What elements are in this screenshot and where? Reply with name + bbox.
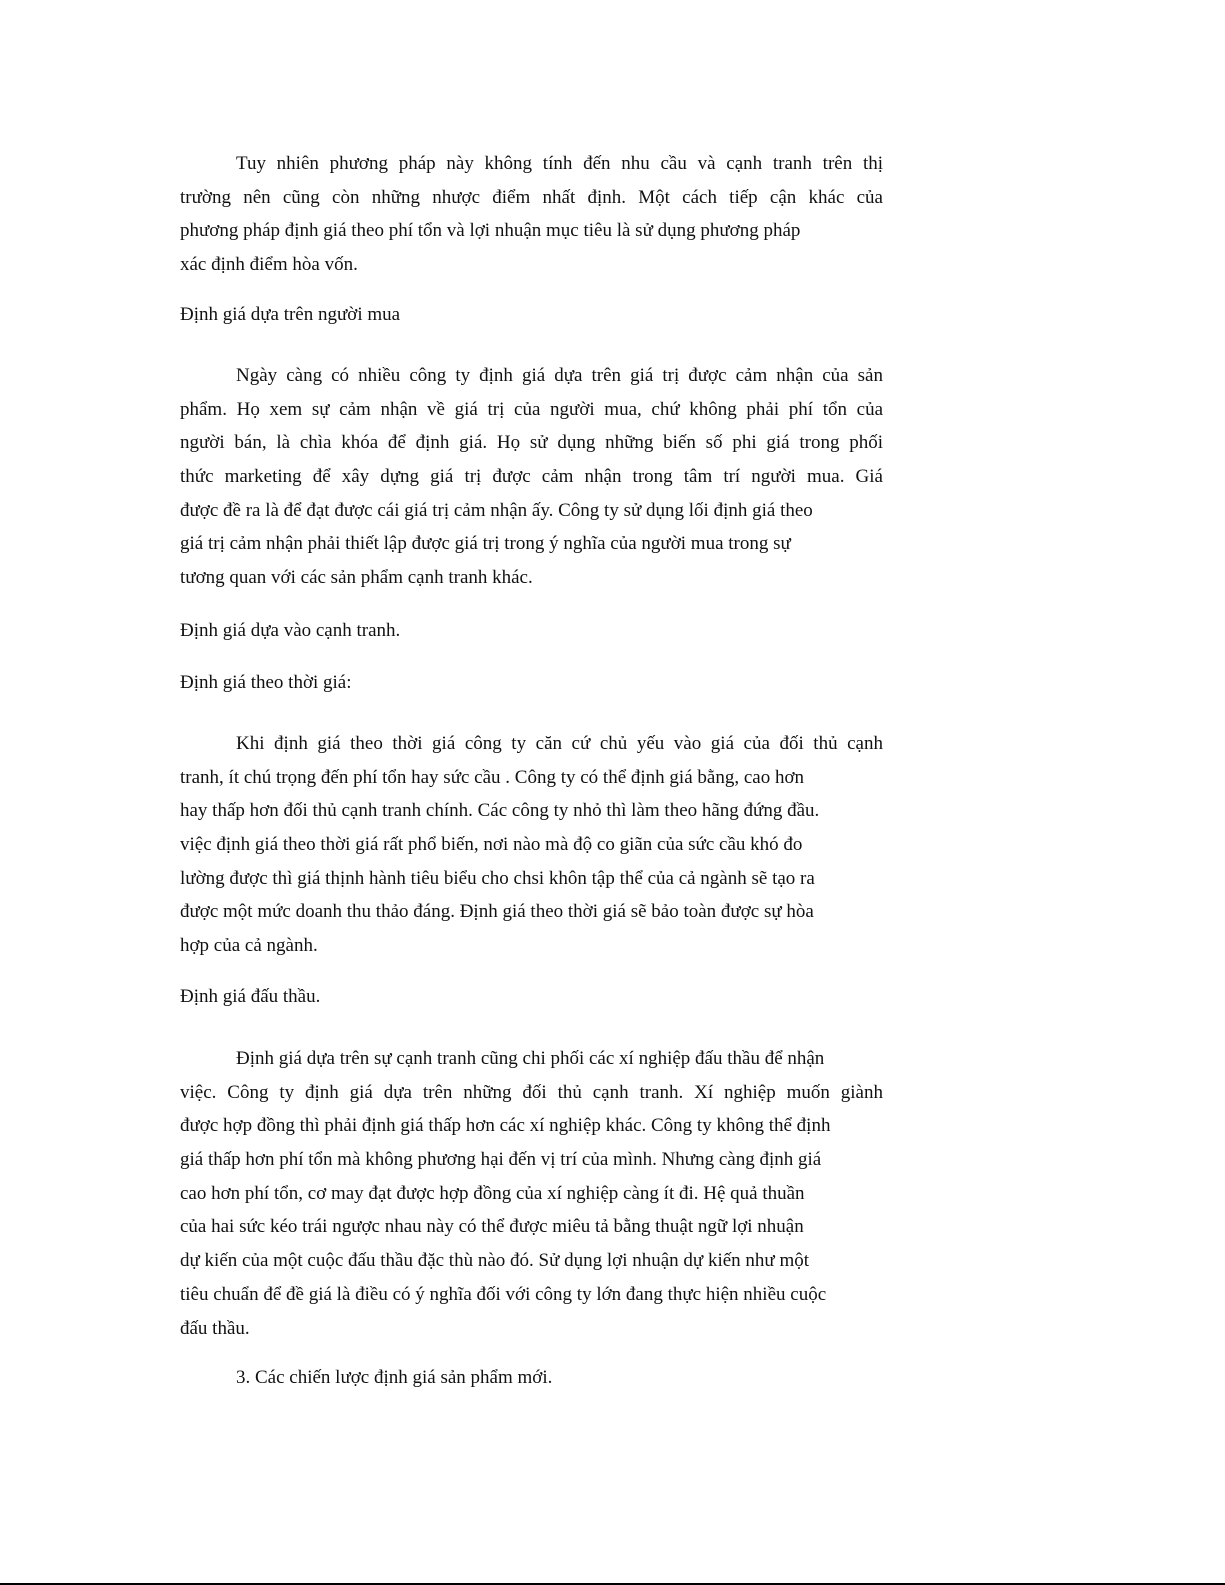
paragraph-bid-pricing [180, 1042, 883, 1345]
text-line: tương quan với các sản phẩm cạnh tranh khác. [180, 567, 533, 589]
heading-bid-pricing: Định giá đấu thầu. [180, 986, 321, 1007]
text-line: giá thấp hơn phí tổn mà không phương hại đến vị trí của mình. Nhưng càng định giá [180, 1149, 822, 1171]
text-line: dự kiến của một cuộc đấu thầu đặc thù nào đó. Sử dụng lợi nhuận dự kiến như một [180, 1250, 810, 1272]
text-line: đấu thầu. [180, 1317, 250, 1339]
text-line: giá trị cảm nhận phải thiết lập được giá trị trong ý nghĩa của người mua trong sự [180, 533, 791, 555]
text-line: tiêu chuẩn để đề giá là điều có ý nghĩa đối với công ty lớn đang thực hiện nhiều cuộc [180, 1283, 827, 1305]
text-line: tranh, ít chú trọng đến phí tổn hay sức cầu . Công ty có thể định giá bằng, cao hơn [180, 766, 804, 788]
heading-competition-based-pricing: Định giá dựa vào cạnh tranh. [180, 620, 401, 641]
heading-buyer-based-pricing: Định giá dựa trên người mua [180, 304, 401, 325]
text-line: Định giá dựa trên sự cạnh tranh cũng chi phối các xí nghiệp đấu thầu để nhận [236, 1048, 825, 1069]
paragraph-cost-pricing [180, 147, 883, 282]
text-line: được một mức doanh thu thảo đáng. Định giá theo thời giá sẽ bảo toàn được sự hòa [180, 901, 814, 923]
text-line: lường được thì giá thịnh hành tiêu biểu cho chsi khôn tập thể của cả ngành sẽ tạo ra [180, 867, 815, 889]
text-line: người bán, là chìa khóa để định giá. Họ sử dụng những biến số phi giá trong phối [180, 432, 883, 454]
paragraph-perceived-value [180, 359, 883, 595]
text-line: trường nên cũng còn những nhược điểm nhất định. Một cách tiếp cận khác của [180, 186, 883, 208]
text-line: được đề ra là để đạt được cái giá trị cảm nhận ấy. Công ty sử dụng lối định giá theo [180, 499, 813, 521]
text-line: cao hơn phí tổn, cơ may đạt được hợp đồng của xí nghiệp càng ít đi. Hệ quả thuần [180, 1182, 805, 1204]
text-line: phương pháp định giá theo phí tổn và lợi nhuận mục tiêu là sử dụng phương pháp [180, 220, 801, 242]
text-line: xác định điểm hòa vốn. [180, 254, 358, 276]
paragraph-going-rate [180, 727, 883, 963]
text-line: việc. Công ty định giá dựa trên những đối thủ cạnh tranh. Xí nghiệp muốn giành [180, 1081, 883, 1103]
text-line: hợp của cả ngành. [180, 935, 318, 957]
text-line: Ngày càng có nhiều công ty định giá dựa trên giá trị được cảm nhận của sản [236, 365, 883, 386]
text-line: việc định giá theo thời giá rất phổ biến, nơi nào mà độ co giãn của sức cầu khó đo [180, 834, 803, 856]
text-line: của hai sức kéo trái ngược nhau này có thể được miêu tả bằng thuật ngữ lợi nhuận [180, 1216, 804, 1238]
text-line: thức marketing để xây dựng giá trị được cảm nhận trong tâm trí người mua. Giá [180, 466, 883, 488]
text-line: được hợp đồng thì phải định giá thấp hơn các xí nghiệp khác. Công ty không thể định [180, 1115, 831, 1137]
text-line: Tuy nhiên phương pháp này không tính đến nhu cầu và cạnh tranh trên thị [236, 153, 883, 174]
heading-going-rate-pricing: Định giá theo thời giá: [180, 672, 352, 693]
heading-new-product-pricing-strategies: 3. Các chiến lược định giá sản phẩm mới. [236, 1367, 553, 1388]
text-line: Khi định giá theo thời giá công ty căn cứ chủ yếu vào giá của đối thủ cạnh [236, 733, 883, 754]
text-line: hay thấp hơn đối thủ cạnh tranh chính. Các công ty nhỏ thì làm theo hãng đứng đầu. [180, 800, 820, 822]
text-line: phẩm. Họ xem sự cảm nhận về giá trị của người mua, chứ không phải phí tổn của [180, 398, 883, 420]
